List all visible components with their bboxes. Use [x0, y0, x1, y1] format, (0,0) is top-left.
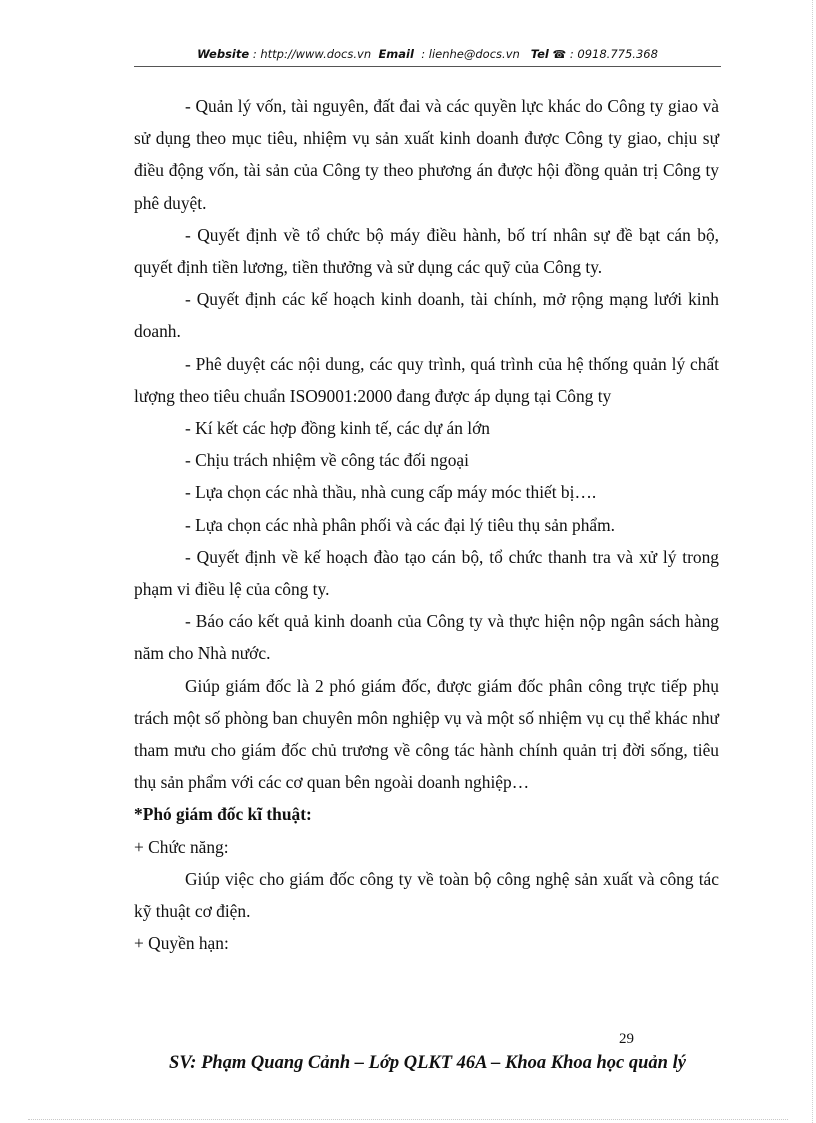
website-label: Website — [197, 47, 250, 61]
paragraph-manage-capital: - Quản lý vốn, tài nguyên, đất đai và các quyền lực khác do Công ty giao và sử dụng theo mục tiêu, nhiệm vụ sản xuất kinh doanh được Công ty giao, chịu sự điều động vốn, tài sản của Công ty theo phương án được hội đồng quản trị Công ty phê duyệt. — [134, 96, 719, 213]
email-label: Email — [378, 47, 414, 61]
paragraph-organization: - Quyết định về tổ chức bộ máy điều hành, bố trí nhân sự đề bạt cán bộ, quyết định tiền lương, tiền thưởng và sử dụng các quỹ của Công ty. — [134, 224, 719, 278]
page-number: 29 — [619, 1031, 634, 1047]
paragraph-iso-approval: - Phê duyệt các nội dung, các quy trình, quá trình của hệ thống quản lý chất lượng theo tiêu chuẩn ISO9001:2000 đang được áp dụng tại Công ty — [134, 353, 719, 406]
tel-label: Tel — [530, 47, 549, 61]
page-header — [134, 47, 721, 61]
paragraph-reporting: - Báo cáo kết quả kinh doanh của Công ty và thực hiện nộp ngân sách hàng năm cho Nhà nước. — [134, 611, 719, 664]
paragraph-contracts: - Kí kết các hợp đồng kinh tế, các dự án lớn — [185, 418, 491, 439]
paragraph-distributors: - Lựa chọn các nhà phân phối và các đại lý tiêu thụ sản phẩm. — [185, 514, 616, 535]
subheading-function: + Chức năng: — [134, 836, 229, 857]
section-heading-technical-deputy: *Phó giám đốc kĩ thuật: — [134, 804, 312, 825]
paragraph-training: - Quyết định về kế hoạch đào tạo cán bộ, tổ chức thanh tra và xử lý trong phạm vi điều lệ của công ty. — [134, 546, 719, 600]
page-footer: SV: Phạm Quang Cảnh – Lớp QLKT 46A – Khoa Khoa học quản lý — [169, 1053, 686, 1073]
paragraph-technical-assist: Giúp việc cho giám đốc công ty về toàn bộ công nghệ sản xuất và công tác kỹ thuật cơ điện. — [134, 868, 719, 922]
website-url: : http://www.docs.vn — [252, 47, 372, 61]
phone-icon: ☎ — [552, 48, 567, 61]
paragraph-contractors: - Lựa chọn các nhà thầu, nhà cung cấp máy móc thiết bị…. — [185, 482, 597, 503]
document-body — [134, 90, 719, 959]
header-divider — [134, 66, 721, 67]
tel-number: : 0918.775.368 — [569, 47, 658, 61]
email-address: : lienhe@docs.vn — [421, 47, 520, 61]
paragraph-external-affairs: - Chịu trách nhiệm về công tác đối ngoại — [185, 450, 469, 471]
subheading-authority: + Quyền hạn: — [134, 933, 229, 954]
page-edge-bottom — [28, 1119, 788, 1120]
page-edge-right — [812, 0, 813, 1123]
paragraph-deputy-directors: Giúp giám đốc là 2 phó giám đốc, được giám đốc phân công trực tiếp phụ trách một số phòng ban chuyên môn nghiệp vụ và một số nhiệm vụ cụ thể khác như tham mưu cho giám đốc chủ trương về công tác hành chính quản trị đời sống, tiêu thụ sản phẩm với các cơ quan bên ngoài doanh nghiệp… — [134, 675, 719, 793]
paragraph-business-plans: - Quyết định các kế hoạch kinh doanh, tài chính, mở rộng mạng lưới kinh doanh. — [134, 289, 719, 342]
